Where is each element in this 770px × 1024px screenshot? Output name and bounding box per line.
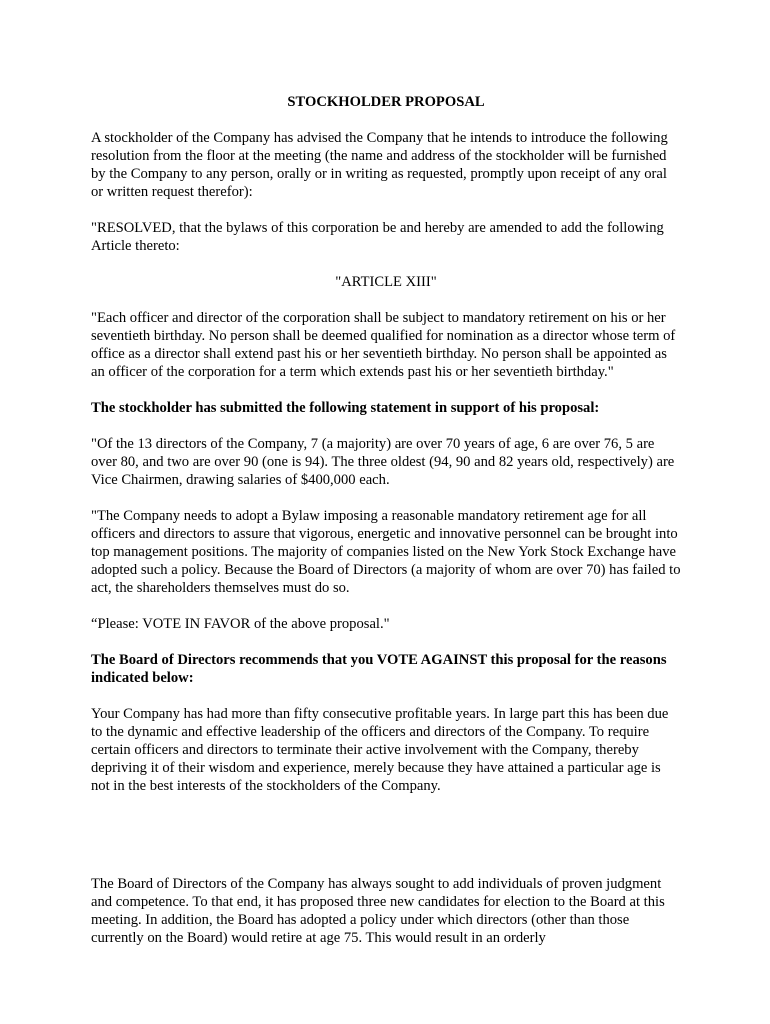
support-paragraph-2: "The Company needs to adopt a Bylaw imposing a reasonable mandatory retirement age for all officers and directors to assure that vigorous, energetic and innovative personnel can be brought into top management positions. The majority of companies listed on the New York Stock Exchange have adopted such a policy. Because the Board of Directors (a majority of whom are over 70) has failed to act, the shareholders themselves must do so. [91, 508, 681, 596]
article-heading: "ARTICLE XIII" [335, 274, 437, 290]
support-paragraph-1: "Of the 13 directors of the Company, 7 (a majority) are over 70 years of age, 6 are over 76, 5 are over 80, and two are over 90 (one is 94). The three oldest (94, 90 and 82 years old, respectively) are Vice Chairmen, drawing salaries of $400,000 each. [91, 436, 675, 488]
support-paragraph-3: “Please: VOTE IN FAVOR of the above proposal." [91, 616, 390, 632]
page-gap [91, 813, 681, 875]
resolved-paragraph: "RESOLVED, that the bylaws of this corporation be and hereby are amended to add the following Article thereto: [91, 220, 664, 254]
board-paragraph-1: Your Company has had more than fifty consecutive profitable years. In large part this has been due to the dynamic and effective leadership of the officers and directors of the Company. To require certain officers and directors to terminate their active involvement with the Company, thereby depriving it of their wisdom and experience, merely because they have attained a particular age is not in the best interests of the stockholders of the Company. [91, 706, 669, 794]
article-text: "Each officer and director of the corporation shall be subject to mandatory retirement on his or her seventieth birthday. No person shall be deemed qualified for nomination as a director whose term of office as a director shall extend past his or her seventieth birthday. No person shall be appointed as an officer of the corporation for a term which extends past his or her seventieth birthday." [91, 310, 676, 380]
board-heading: The Board of Directors recommends that you VOTE AGAINST this proposal for the reasons indicated below: [91, 652, 667, 686]
document-page [91, 93, 681, 965]
document-title: STOCKHOLDER PROPOSAL [287, 94, 485, 110]
support-heading: The stockholder has submitted the following statement in support of his proposal: [91, 400, 600, 416]
intro-paragraph: A stockholder of the Company has advised the Company that he intends to introduce the following resolution from the floor at the meeting (the name and address of the stockholder will be furnished by the Company to any person, orally or in writing as requested, promptly upon receipt of any oral or written request therefor): [91, 130, 668, 200]
board-paragraph-2: The Board of Directors of the Company has always sought to add individuals of proven judgment and competence. To that end, it has proposed three new candidates for election to the Board at this meeting. In addition, the Board has adopted a policy under which directors (other than those currently on the Board) would retire at age 75. This would result in an orderly [91, 876, 665, 946]
